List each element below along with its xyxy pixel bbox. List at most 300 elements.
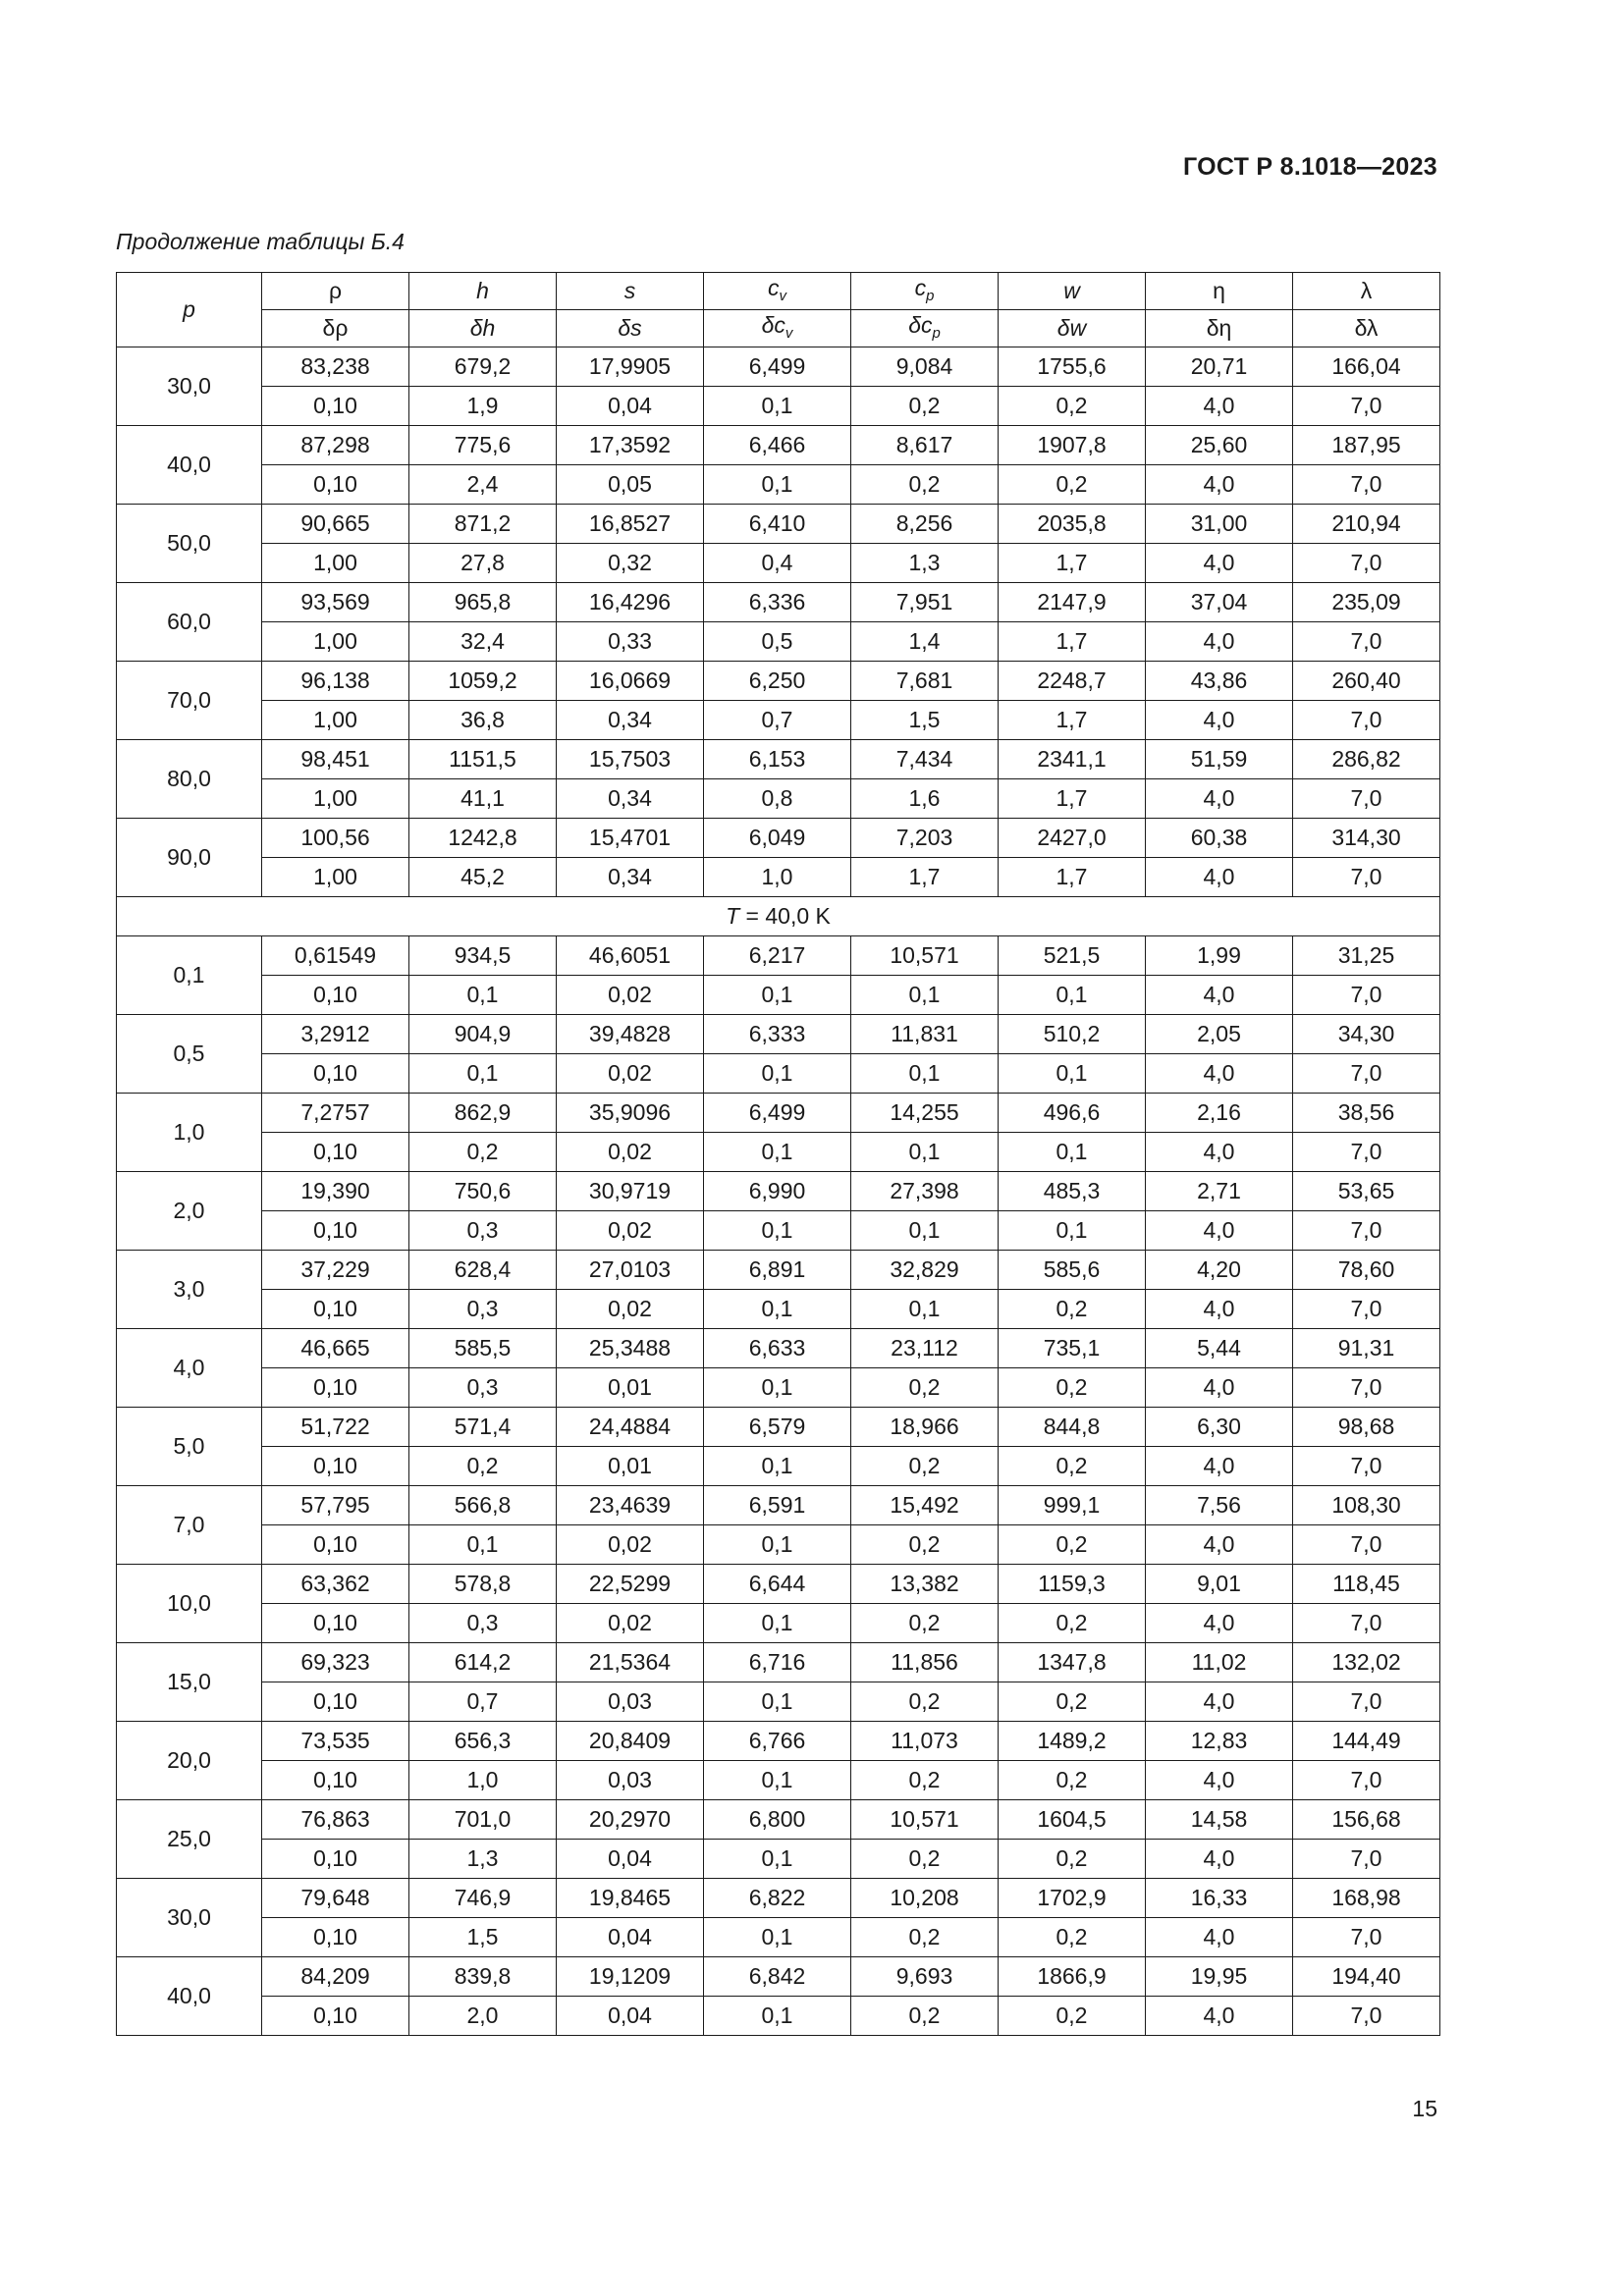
header-quantity (1293, 273, 1440, 310)
uncertainty-cell: 7,0 (1293, 622, 1440, 662)
value-cell: 7,681 (851, 662, 999, 701)
pressure-cell: 10,0 (117, 1565, 262, 1643)
uncertainty-cell: 1,7 (851, 858, 999, 897)
uncertainty-cell: 0,04 (557, 1840, 704, 1879)
uncertainty-cell: 7,0 (1293, 1682, 1440, 1722)
pressure-cell: 7,0 (117, 1486, 262, 1565)
uncertainty-cell: 1,3 (409, 1840, 557, 1879)
table-row-uncertainties (117, 1525, 1440, 1565)
value-cell: 15,4701 (557, 819, 704, 858)
value-cell: 656,3 (409, 1722, 557, 1761)
value-cell: 1702,9 (999, 1879, 1146, 1918)
value-cell: 585,5 (409, 1329, 557, 1368)
value-cell: 839,8 (409, 1957, 557, 1997)
table-row-uncertainties (117, 1840, 1440, 1879)
uncertainty-cell: 0,33 (557, 622, 704, 662)
pressure-cell: 4,0 (117, 1329, 262, 1408)
uncertainty-cell: 0,2 (999, 1761, 1146, 1800)
uncertainty-cell: 0,10 (262, 1211, 409, 1251)
uncertainty-cell: 0,1 (999, 1133, 1146, 1172)
value-cell: 7,434 (851, 740, 999, 779)
value-cell: 22,5299 (557, 1565, 704, 1604)
value-cell: 100,56 (262, 819, 409, 858)
table-row-uncertainties (117, 1368, 1440, 1408)
uncertainty-cell: 7,0 (1293, 544, 1440, 583)
uncertainty-cell: 0,2 (999, 1682, 1146, 1722)
uncertainty-cell: 0,34 (557, 779, 704, 819)
header-uncertainty (999, 310, 1146, 347)
header-quantity-symbol: ρ (328, 278, 343, 303)
uncertainty-cell: 7,0 (1293, 1211, 1440, 1251)
value-cell: 1755,6 (999, 347, 1146, 387)
value-cell: 679,2 (409, 347, 557, 387)
value-cell: 6,499 (704, 1094, 851, 1133)
table-row-uncertainties (117, 779, 1440, 819)
uncertainty-cell: 4,0 (1146, 1761, 1293, 1800)
uncertainty-cell: 0,1 (704, 1133, 851, 1172)
uncertainty-cell: 0,1 (704, 1368, 851, 1408)
value-cell: 10,571 (851, 936, 999, 976)
table-row-values (117, 1957, 1440, 1997)
value-cell: 1489,2 (999, 1722, 1146, 1761)
value-cell: 2341,1 (999, 740, 1146, 779)
uncertainty-cell: 0,1 (851, 1133, 999, 1172)
header-uncertainty (409, 310, 557, 347)
value-cell: 84,209 (262, 1957, 409, 1997)
uncertainty-cell: 0,4 (704, 544, 851, 583)
value-cell: 6,891 (704, 1251, 851, 1290)
value-cell: 510,2 (999, 1015, 1146, 1054)
value-cell: 46,665 (262, 1329, 409, 1368)
value-cell: 6,800 (704, 1800, 851, 1840)
table-row-uncertainties (117, 701, 1440, 740)
value-cell: 187,95 (1293, 426, 1440, 465)
uncertainty-cell: 1,7 (999, 622, 1146, 662)
uncertainty-cell: 0,2 (851, 1997, 999, 2036)
uncertainty-cell: 0,02 (557, 1290, 704, 1329)
uncertainty-cell: 0,04 (557, 387, 704, 426)
uncertainty-cell: 1,5 (409, 1918, 557, 1957)
header-uncertainty (851, 310, 999, 347)
uncertainty-cell: 0,1 (851, 976, 999, 1015)
uncertainty-cell: 4,0 (1146, 1997, 1293, 2036)
uncertainty-cell: 0,05 (557, 465, 704, 505)
value-cell: 9,693 (851, 1957, 999, 1997)
value-cell: 6,30 (1146, 1408, 1293, 1447)
value-cell: 194,40 (1293, 1957, 1440, 1997)
pressure-cell: 0,5 (117, 1015, 262, 1094)
uncertainty-cell: 7,0 (1293, 1761, 1440, 1800)
value-cell: 1159,3 (999, 1565, 1146, 1604)
header-uncertainty-subscript: p (932, 325, 941, 343)
table-row-values (117, 1722, 1440, 1761)
pressure-cell: 1,0 (117, 1094, 262, 1172)
pressure-cell: 90,0 (117, 819, 262, 897)
value-cell: 7,203 (851, 819, 999, 858)
table-row-values (117, 1800, 1440, 1840)
value-cell: 3,2912 (262, 1015, 409, 1054)
value-cell: 1347,8 (999, 1643, 1146, 1682)
uncertainty-cell: 7,0 (1293, 465, 1440, 505)
value-cell: 1151,5 (409, 740, 557, 779)
uncertainty-cell: 0,1 (409, 1525, 557, 1565)
value-cell: 14,255 (851, 1094, 999, 1133)
uncertainty-cell: 0,1 (409, 1054, 557, 1094)
value-cell: 1,99 (1146, 936, 1293, 976)
value-cell: 51,59 (1146, 740, 1293, 779)
uncertainty-cell: 4,0 (1146, 1918, 1293, 1957)
value-cell: 10,208 (851, 1879, 999, 1918)
uncertainty-cell: 0,02 (557, 976, 704, 1015)
uncertainty-cell: 32,4 (409, 622, 557, 662)
uncertainty-cell: 1,5 (851, 701, 999, 740)
uncertainty-cell: 0,1 (704, 1211, 851, 1251)
uncertainty-cell: 0,10 (262, 1604, 409, 1643)
properties-table (116, 272, 1440, 2036)
uncertainty-cell: 0,04 (557, 1997, 704, 2036)
uncertainty-cell: 4,0 (1146, 976, 1293, 1015)
value-cell: 578,8 (409, 1565, 557, 1604)
uncertainty-cell: 7,0 (1293, 1918, 1440, 1957)
value-cell: 6,716 (704, 1643, 851, 1682)
uncertainty-cell: 0,10 (262, 1997, 409, 2036)
uncertainty-cell: 4,0 (1146, 1290, 1293, 1329)
value-cell: 6,990 (704, 1172, 851, 1211)
uncertainty-cell: 1,6 (851, 779, 999, 819)
table-row-uncertainties (117, 1604, 1440, 1643)
value-cell: 20,2970 (557, 1800, 704, 1840)
header-row-quantities (117, 273, 1440, 310)
value-cell: 496,6 (999, 1094, 1146, 1133)
uncertainty-cell: 41,1 (409, 779, 557, 819)
value-cell: 6,591 (704, 1486, 851, 1525)
table-row-values (117, 1565, 1440, 1604)
pressure-cell: 70,0 (117, 662, 262, 740)
uncertainty-cell: 0,04 (557, 1918, 704, 1957)
uncertainty-cell: 4,0 (1146, 1054, 1293, 1094)
pressure-cell: 5,0 (117, 1408, 262, 1486)
uncertainty-cell: 0,10 (262, 976, 409, 1015)
value-cell: 2,71 (1146, 1172, 1293, 1211)
uncertainty-cell: 0,1 (704, 1918, 851, 1957)
value-cell: 6,217 (704, 936, 851, 976)
uncertainty-cell: 0,02 (557, 1525, 704, 1565)
header-uncertainty (557, 310, 704, 347)
table-row-uncertainties (117, 387, 1440, 426)
uncertainty-cell: 1,00 (262, 701, 409, 740)
uncertainty-cell: 1,9 (409, 387, 557, 426)
table-row-values (117, 1329, 1440, 1368)
header-quantity-symbol: c (914, 275, 927, 301)
table-body (117, 347, 1440, 2036)
value-cell: 999,1 (999, 1486, 1146, 1525)
value-cell: 286,82 (1293, 740, 1440, 779)
header-quantity (999, 273, 1146, 310)
uncertainty-cell: 0,2 (851, 1525, 999, 1565)
header-uncertainty-subscript: v (785, 325, 793, 343)
pressure-cell: 25,0 (117, 1800, 262, 1879)
uncertainty-cell: 1,00 (262, 622, 409, 662)
uncertainty-cell: 0,2 (999, 1290, 1146, 1329)
uncertainty-cell: 0,34 (557, 858, 704, 897)
value-cell: 43,86 (1146, 662, 1293, 701)
table-row-uncertainties (117, 1682, 1440, 1722)
uncertainty-cell: 0,2 (851, 1447, 999, 1486)
uncertainty-cell: 0,7 (704, 701, 851, 740)
value-cell: 108,30 (1293, 1486, 1440, 1525)
uncertainty-cell: 0,2 (999, 1918, 1146, 1957)
uncertainty-cell: 0,1 (704, 465, 851, 505)
value-cell: 63,362 (262, 1565, 409, 1604)
uncertainty-cell: 0,5 (704, 622, 851, 662)
uncertainty-cell: 4,0 (1146, 779, 1293, 819)
table-row-values (117, 1408, 1440, 1447)
uncertainty-cell: 0,03 (557, 1682, 704, 1722)
uncertainty-cell: 4,0 (1146, 1604, 1293, 1643)
value-cell: 16,4296 (557, 583, 704, 622)
pressure-cell: 30,0 (117, 347, 262, 426)
table-row-values (117, 1879, 1440, 1918)
table-row-uncertainties (117, 544, 1440, 583)
table-row-values (117, 1486, 1440, 1525)
uncertainty-cell: 4,0 (1146, 1211, 1293, 1251)
value-cell: 166,04 (1293, 347, 1440, 387)
uncertainty-cell: 0,10 (262, 1133, 409, 1172)
value-cell: 27,398 (851, 1172, 999, 1211)
value-cell: 144,49 (1293, 1722, 1440, 1761)
value-cell: 93,569 (262, 583, 409, 622)
uncertainty-cell: 7,0 (1293, 1290, 1440, 1329)
table-row-values (117, 819, 1440, 858)
value-cell: 15,492 (851, 1486, 999, 1525)
pressure-cell: 0,1 (117, 936, 262, 1015)
uncertainty-cell: 7,0 (1293, 387, 1440, 426)
value-cell: 78,60 (1293, 1251, 1440, 1290)
table-row-uncertainties (117, 858, 1440, 897)
uncertainty-cell: 1,7 (999, 544, 1146, 583)
uncertainty-cell: 0,1 (999, 1054, 1146, 1094)
header-uncertainty-symbol: δλ (1354, 315, 1379, 341)
value-cell: 746,9 (409, 1879, 557, 1918)
value-cell: 30,9719 (557, 1172, 704, 1211)
value-cell: 1604,5 (999, 1800, 1146, 1840)
value-cell: 76,863 (262, 1800, 409, 1840)
uncertainty-cell: 0,1 (704, 1447, 851, 1486)
uncertainty-cell: 0,1 (999, 1211, 1146, 1251)
uncertainty-cell: 0,2 (851, 465, 999, 505)
uncertainty-cell: 7,0 (1293, 779, 1440, 819)
value-cell: 35,9096 (557, 1094, 704, 1133)
value-cell: 6,410 (704, 505, 851, 544)
header-pressure: p (117, 273, 262, 347)
value-cell: 38,56 (1293, 1094, 1440, 1133)
header-quantity (262, 273, 409, 310)
value-cell: 210,94 (1293, 505, 1440, 544)
header-uncertainty (1293, 310, 1440, 347)
value-cell: 83,238 (262, 347, 409, 387)
section-header-row (117, 897, 1440, 936)
value-cell: 53,65 (1293, 1172, 1440, 1211)
uncertainty-cell: 0,7 (409, 1682, 557, 1722)
table-row-values (117, 1251, 1440, 1290)
uncertainty-cell: 0,1 (704, 1761, 851, 1800)
value-cell: 19,1209 (557, 1957, 704, 1997)
uncertainty-cell: 1,7 (999, 858, 1146, 897)
uncertainty-cell: 0,2 (851, 1604, 999, 1643)
uncertainty-cell: 0,10 (262, 1447, 409, 1486)
header-uncertainty-symbol: δs (618, 315, 642, 341)
uncertainty-cell: 0,02 (557, 1054, 704, 1094)
value-cell: 32,829 (851, 1251, 999, 1290)
uncertainty-cell: 7,0 (1293, 1447, 1440, 1486)
value-cell: 168,98 (1293, 1879, 1440, 1918)
header-row-uncertainties (117, 310, 1440, 347)
uncertainty-cell: 4,0 (1146, 1682, 1293, 1722)
value-cell: 91,31 (1293, 1329, 1440, 1368)
uncertainty-cell: 0,2 (999, 1604, 1146, 1643)
value-cell: 16,8527 (557, 505, 704, 544)
value-cell: 2427,0 (999, 819, 1146, 858)
value-cell: 4,20 (1146, 1251, 1293, 1290)
table-caption: Продолжение таблицы Б.4 (116, 229, 405, 254)
table-row-values (117, 583, 1440, 622)
value-cell: 904,9 (409, 1015, 557, 1054)
uncertainty-cell: 0,2 (999, 1368, 1146, 1408)
value-cell: 6,644 (704, 1565, 851, 1604)
value-cell: 11,856 (851, 1643, 999, 1682)
uncertainty-cell: 7,0 (1293, 701, 1440, 740)
uncertainty-cell: 0,10 (262, 1840, 409, 1879)
value-cell: 9,01 (1146, 1565, 1293, 1604)
uncertainty-cell: 0,10 (262, 1682, 409, 1722)
table-row-values (117, 505, 1440, 544)
value-cell: 19,95 (1146, 1957, 1293, 1997)
uncertainty-cell: 7,0 (1293, 1525, 1440, 1565)
uncertainty-cell: 0,10 (262, 1368, 409, 1408)
uncertainty-cell: 0,2 (851, 1840, 999, 1879)
table-row-values (117, 426, 1440, 465)
table-row-uncertainties (117, 1918, 1440, 1957)
value-cell: 18,966 (851, 1408, 999, 1447)
section-title-variable: T (726, 903, 740, 929)
uncertainty-cell: 1,7 (999, 779, 1146, 819)
table-row-uncertainties (117, 976, 1440, 1015)
uncertainty-cell: 0,1 (704, 1054, 851, 1094)
value-cell: 571,4 (409, 1408, 557, 1447)
uncertainty-cell: 4,0 (1146, 465, 1293, 505)
uncertainty-cell: 7,0 (1293, 1840, 1440, 1879)
header-uncertainty-symbol: δc (908, 312, 933, 339)
header-uncertainty (1146, 310, 1293, 347)
pressure-cell: 60,0 (117, 583, 262, 662)
uncertainty-cell: 0,1 (704, 1840, 851, 1879)
table-header (117, 273, 1440, 347)
value-cell: 90,665 (262, 505, 409, 544)
value-cell: 98,68 (1293, 1408, 1440, 1447)
header-quantity (704, 273, 851, 310)
value-cell: 6,633 (704, 1329, 851, 1368)
value-cell: 15,7503 (557, 740, 704, 779)
uncertainty-cell: 0,2 (851, 1682, 999, 1722)
table-row-values (117, 1094, 1440, 1133)
uncertainty-cell: 0,10 (262, 1054, 409, 1094)
value-cell: 8,617 (851, 426, 999, 465)
uncertainty-cell: 0,2 (999, 465, 1146, 505)
uncertainty-cell: 0,1 (999, 976, 1146, 1015)
value-cell: 1907,8 (999, 426, 1146, 465)
uncertainty-cell: 4,0 (1146, 544, 1293, 583)
uncertainty-cell: 4,0 (1146, 858, 1293, 897)
page-number: 15 (1412, 2096, 1437, 2121)
uncertainty-cell: 1,0 (409, 1761, 557, 1800)
uncertainty-cell: 4,0 (1146, 1525, 1293, 1565)
value-cell: 2,16 (1146, 1094, 1293, 1133)
header-uncertainty-symbol: δw (1056, 315, 1087, 341)
value-cell: 6,822 (704, 1879, 851, 1918)
value-cell: 25,3488 (557, 1329, 704, 1368)
pressure-cell: 20,0 (117, 1722, 262, 1800)
value-cell: 156,68 (1293, 1800, 1440, 1840)
header-quantity (409, 273, 557, 310)
uncertainty-cell: 0,01 (557, 1368, 704, 1408)
uncertainty-cell: 0,3 (409, 1604, 557, 1643)
value-cell: 11,02 (1146, 1643, 1293, 1682)
table-row-uncertainties (117, 465, 1440, 505)
pressure-cell: 15,0 (117, 1643, 262, 1722)
uncertainty-cell: 1,00 (262, 858, 409, 897)
value-cell: 6,466 (704, 426, 851, 465)
value-cell: 0,61549 (262, 936, 409, 976)
value-cell: 965,8 (409, 583, 557, 622)
value-cell: 775,6 (409, 426, 557, 465)
value-cell: 8,256 (851, 505, 999, 544)
value-cell: 20,71 (1146, 347, 1293, 387)
uncertainty-cell: 4,0 (1146, 622, 1293, 662)
value-cell: 844,8 (999, 1408, 1146, 1447)
value-cell: 862,9 (409, 1094, 557, 1133)
header-quantity-subscript: p (926, 288, 935, 305)
uncertainty-cell: 0,1 (851, 1290, 999, 1329)
uncertainty-cell: 0,10 (262, 465, 409, 505)
table-row-uncertainties (117, 1054, 1440, 1094)
table-row-uncertainties (117, 1997, 1440, 2036)
value-cell: 566,8 (409, 1486, 557, 1525)
table-row-values (117, 347, 1440, 387)
uncertainty-cell: 0,1 (851, 1054, 999, 1094)
value-cell: 27,0103 (557, 1251, 704, 1290)
value-cell: 37,04 (1146, 583, 1293, 622)
table-row-uncertainties (117, 1211, 1440, 1251)
uncertainty-cell: 0,8 (704, 779, 851, 819)
uncertainty-cell: 0,3 (409, 1368, 557, 1408)
value-cell: 87,298 (262, 426, 409, 465)
table-row-values (117, 1172, 1440, 1211)
header-quantity (851, 273, 999, 310)
pressure-cell: 40,0 (117, 1957, 262, 2036)
header-quantity-symbol: λ (1360, 278, 1373, 303)
value-cell: 521,5 (999, 936, 1146, 976)
value-cell: 2147,9 (999, 583, 1146, 622)
uncertainty-cell: 0,3 (409, 1211, 557, 1251)
value-cell: 46,6051 (557, 936, 704, 976)
value-cell: 2035,8 (999, 505, 1146, 544)
uncertainty-cell: 1,0 (704, 858, 851, 897)
uncertainty-cell: 0,2 (409, 1447, 557, 1486)
header-uncertainty-symbol: δh (469, 315, 496, 341)
uncertainty-cell: 7,0 (1293, 1604, 1440, 1643)
uncertainty-cell: 0,1 (704, 387, 851, 426)
uncertainty-cell: 0,1 (704, 1604, 851, 1643)
